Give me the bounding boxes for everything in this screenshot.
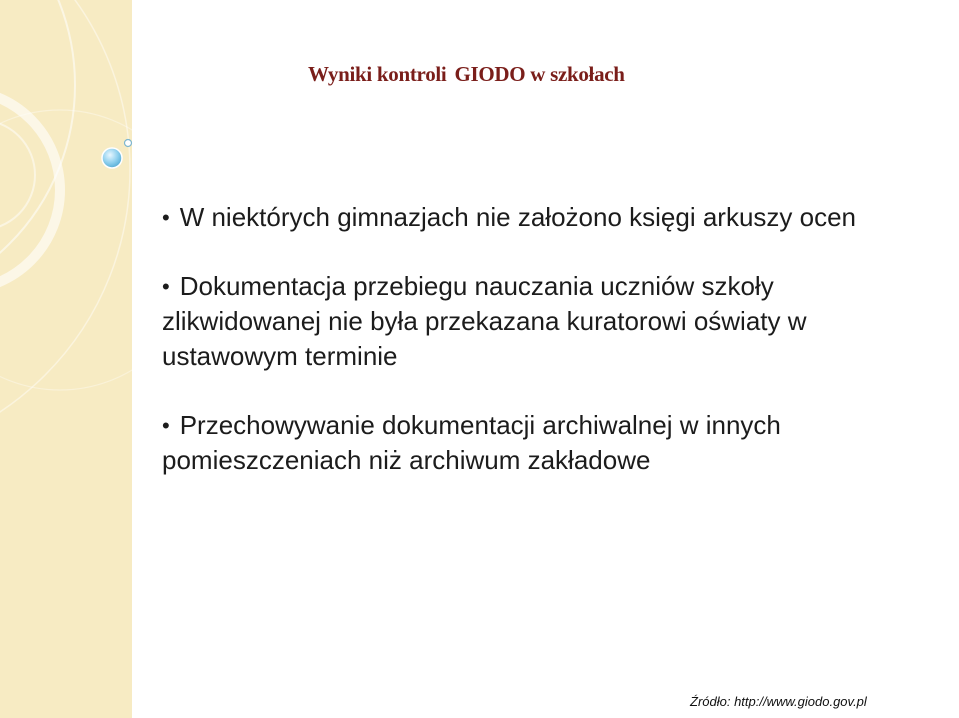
bullet-icon: •: [162, 413, 170, 438]
title-part-2: GIODO w szkołach: [454, 62, 625, 86]
source-caption: Źródło: http://www.giodo.gov.pl: [690, 694, 867, 709]
bullet-item: [162, 269, 922, 374]
bullet-text: Przechowywanie dokumentacji archiwalnej w innych pomieszczeniach niż archiwum zakładowe: [162, 410, 781, 475]
slide-title: [308, 62, 625, 87]
blue-dot-large: [102, 148, 122, 168]
bullet-list: [162, 200, 922, 478]
title-part-1: Wyniki kontroli: [308, 62, 447, 86]
bullet-icon: •: [162, 274, 170, 299]
bullet-text: W niektórych gimnazjach nie założono księgi arkuszy ocen: [179, 202, 857, 232]
blue-dot-small: [125, 140, 132, 147]
bullet-text: Dokumentacja przebiegu nauczania uczniów szkoły zlikwidowanej nie była przekazana kuratorowi oświaty w ustawowym terminie: [162, 271, 807, 371]
bullet-item: [162, 200, 922, 235]
bullet-icon: •: [162, 205, 170, 230]
bullet-item: [162, 408, 922, 478]
